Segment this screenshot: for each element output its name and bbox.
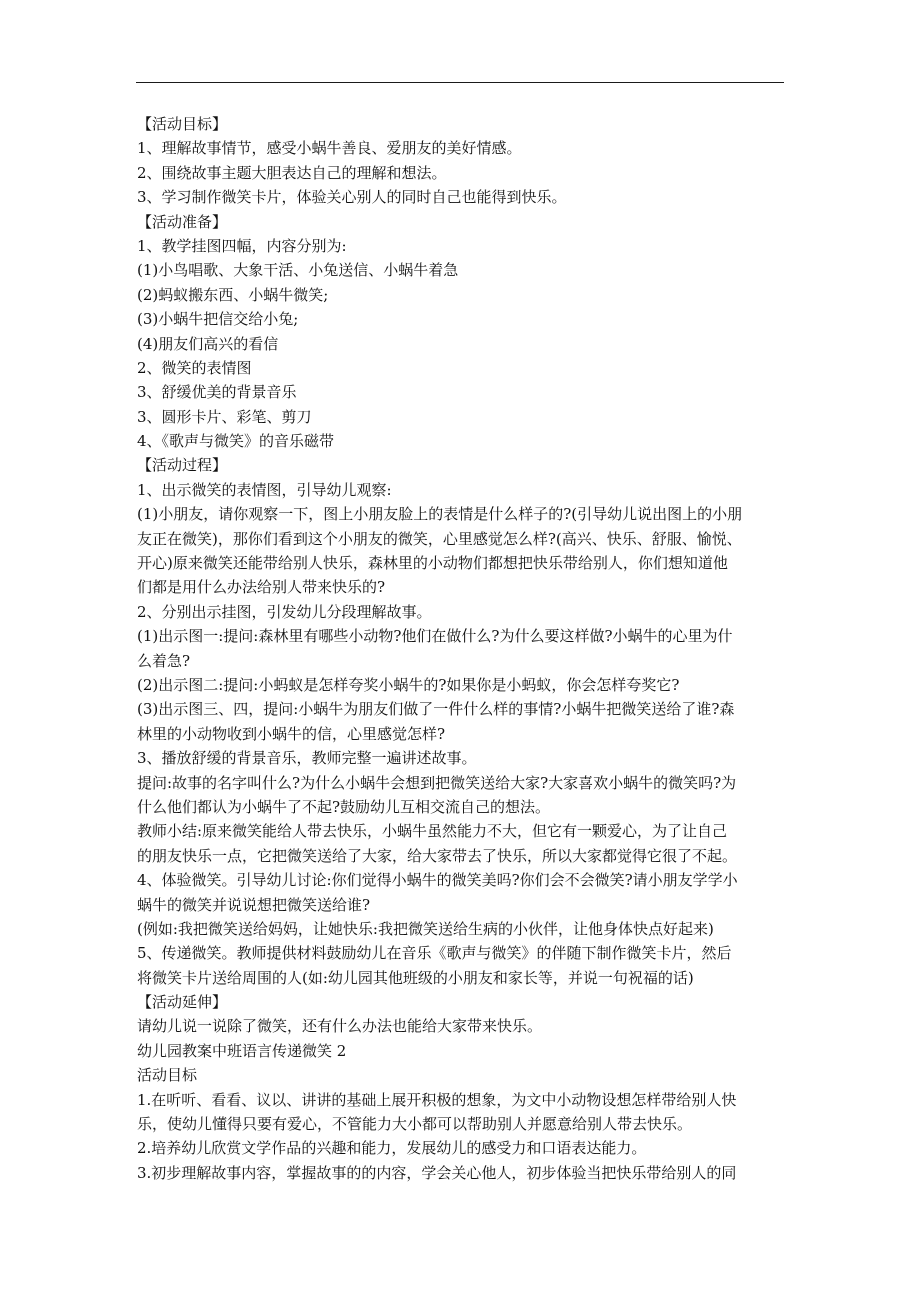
text-line: 【活动过程】 [137, 456, 228, 475]
text-line: (1)小鸟唱歌、大象干活、小兔送信、小蜗牛着急 [137, 261, 459, 280]
text-line: 2、微笑的表情图 [137, 358, 252, 377]
text-line: 教师小结:原来微笑能给人带去快乐，小蜗牛虽然能力不大，但它有一颗爱心，为了让自己 [137, 822, 728, 841]
text-line: 提问:故事的名字叫什么?为什么小蜗牛会想到把微笑送给大家?大家喜欢小蜗牛的微笑吗?为 [137, 773, 737, 792]
text-line: 2.培养幼儿欣赏文学作品的兴趣和能力，发展幼儿的感受力和口语表达能力。 [137, 1139, 647, 1158]
text-line: (2)出示图二:提问:小蚂蚁是怎样夸奖小蜗牛的?如果你是小蚂蚁，你会怎样夸奖它? [137, 675, 680, 694]
text-line: (3)小蜗牛把信交给小兔; [137, 310, 299, 329]
text-line: 2、围绕故事主题大胆表达自己的理解和想法。 [137, 163, 447, 182]
text-line: 【活动延伸】 [137, 993, 228, 1012]
text-line: 3.初步理解故事内容，掌握故事的的内容，学会关心他人，初步体验当把快乐带给别人的同 [137, 1163, 737, 1182]
text-line: (例如:我把微笑送给妈妈，让她快乐:我把微笑送给生病的小伙伴，让他身体快点好起来) [137, 919, 714, 938]
text-line: 请幼儿说一说除了微笑，还有什么办法也能给大家带来快乐。 [137, 1017, 543, 1036]
document-body [137, 112, 787, 1185]
text-line: 4、体验微笑。引导幼儿讨论:你们觉得小蜗牛的微笑美吗?你们会不会微笑?请小朋友学学小 [137, 871, 738, 890]
text-line: (2)蚂蚁搬东西、小蜗牛微笑; [137, 285, 329, 304]
text-line: (4)朋友们高兴的看信 [137, 334, 279, 353]
text-line: 1.在听听、看看、议以、讲讲的基础上展开积极的想象，为文中小动物设想怎样带给别人快 [137, 1090, 737, 1109]
text-line: 开心)原来微笑还能带给别人快乐，森林里的小动物们都想把快乐带给别人，你们想知道他 [137, 554, 728, 573]
text-line: 的朋友快乐一点，它把微笑送给了大家，给大家带去了快乐，所以大家都觉得它很了不起。 [137, 846, 738, 865]
text-line: 们都是用什么办法给别人带来快乐的? [137, 578, 386, 597]
header-rule [136, 82, 784, 83]
text-line: 3、学习制作微笑卡片，体验关心别人的同时自己也能得到快乐。 [137, 188, 567, 207]
text-line: 【活动准备】 [137, 212, 228, 231]
text-line: 友正在微笑)，那你们看到这个小朋友的微笑，心里感觉怎么样?(高兴、快乐、舒服、愉悦、 [137, 529, 742, 548]
text-line: 林里的小动物收到小蜗牛的信，心里感觉怎样? [137, 724, 446, 743]
text-line: 蜗牛的微笑并说说想把微笑送给谁? [137, 895, 371, 914]
text-line: 乐，使幼儿懂得只要有爱心，不管能力大小都可以帮助别人并愿意给别人带去快乐。 [137, 1115, 693, 1134]
text-line: 活动目标 [137, 1066, 198, 1085]
text-line: 3、舒缓优美的背景音乐 [137, 383, 297, 402]
text-line: (1)出示图一:提问:森林里有哪些小动物?他们在做什么?为什么要这样做?小蜗牛的心里为什 [137, 627, 733, 646]
text-line: 4、《歌声与微笑》的音乐磁带 [137, 432, 335, 451]
text-line: 将微笑卡片送给周围的人(如:幼儿园其他班级的小朋友和家长等，并说一句祝福的话) [137, 968, 694, 987]
text-line: 【活动目标】 [137, 115, 228, 133]
text-line: 1、出示微笑的表情图，引导幼儿观察: [137, 480, 392, 499]
text-line: 2、分别出示挂图，引发幼儿分段理解故事。 [137, 602, 432, 621]
text-line: (1)小朋友，请你观察一下，图上小朋友脸上的表情是什么样子的?(引导幼儿说出图上的小朋 [137, 505, 743, 524]
text-line: 什么他们都认为小蜗牛了不起?鼓励幼儿互相交流自己的想法。 [137, 797, 551, 816]
text-line: 3、圆形卡片、彩笔、剪刀 [137, 407, 312, 426]
text-line: 1、理解故事情节，感受小蜗牛善良、爱朋友的美好情感。 [137, 139, 522, 158]
text-line: 1、教学挂图四幅，内容分别为: [137, 236, 347, 255]
text-line: 5、传递微笑。教师提供材料鼓励幼儿在音乐《歌声与微笑》的伴随下制作微笑卡片，然后 [137, 944, 732, 963]
text-line: 幼儿园教案中班语言传递微笑 2 [137, 1041, 347, 1060]
text-line: (3)出示图三、四，提问:小蜗牛为朋友们做了一件什么样的事情?小蜗牛把微笑送给了谁?森 [137, 700, 735, 719]
text-line: 3、播放舒缓的背景音乐，教师完整一遍讲述故事。 [137, 749, 477, 768]
text-line: 么着急? [137, 651, 191, 670]
